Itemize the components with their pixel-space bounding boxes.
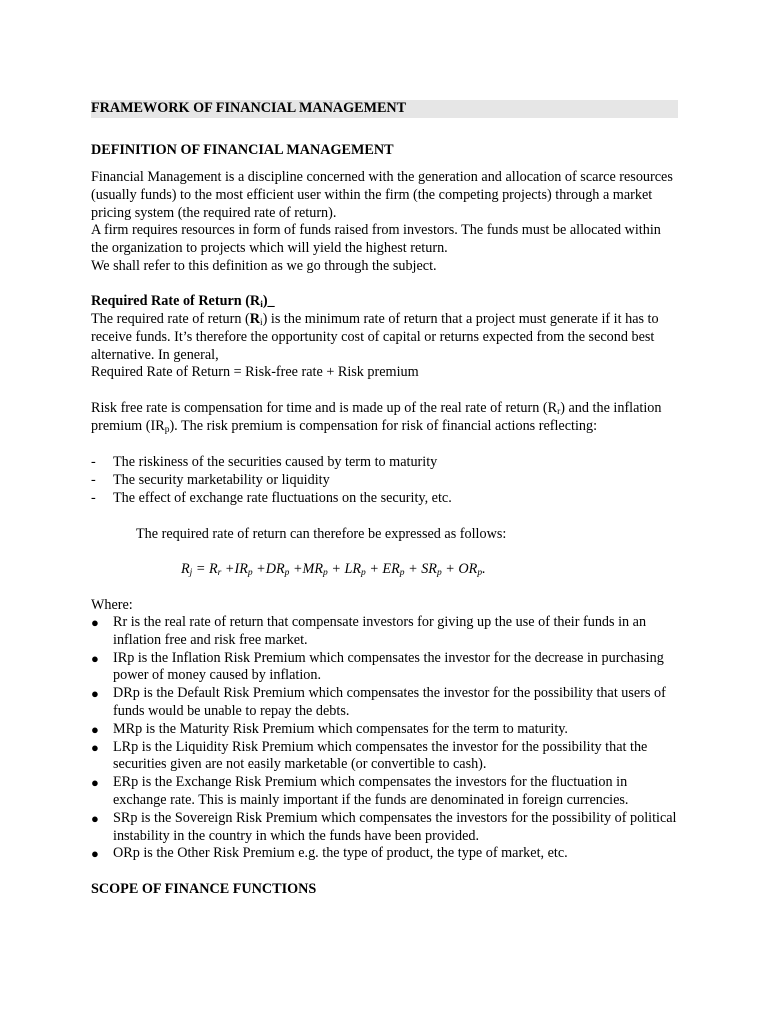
bullet-icon: ●	[91, 846, 99, 862]
bullet-icon: ●	[91, 810, 99, 826]
bullet-icon: ●	[91, 721, 99, 737]
scope-heading: SCOPE OF FINANCE FUNCTIONS	[91, 881, 317, 897]
rrr-heading: Required Rate of Return $(R_i)\_$	[91, 293, 275, 310]
bullet-item: ● LRp is the Liquidity Risk Premium which compensates the investor for the possibility that the securities given are not easily marketable (or convertible to cash).	[91, 738, 648, 773]
bullet-item: ● SRp is the Sovereign Risk Premium which compensates the investors for the possibility of political instability in the country in which the funds have been provided.	[91, 809, 677, 844]
bullet-item: ● IRp is the Inflation Risk Premium which compensates the investor for the decrease in purchasing power of money caused by inflation.	[91, 649, 664, 684]
definition-paragraph: We shall refer to this definition as we go through the subject.	[91, 257, 437, 274]
rrr-formula-text: Required Rate of Return = Risk-free rate + Risk premium	[91, 364, 419, 381]
bullet-item: ● ORp is the Other Risk Premium e.g. the type of product, the type of market, etc.	[91, 845, 568, 862]
bullet-icon: ●	[91, 686, 99, 702]
bullet-list	[91, 614, 681, 863]
where-label: Where:	[91, 597, 133, 613]
bullet-item: ● ERp is the Exchange Risk Premium which compensates the investors for the fluctuation in exchange rate. This is mainly important if the funds are denominated in foreign currencies.	[91, 774, 629, 808]
dash-item: - The security marketability or liquidity	[91, 472, 681, 490]
dash-item: - The effect of exchange rate fluctuations on the security, etc.	[91, 490, 681, 508]
bullet-icon: ●	[91, 650, 99, 666]
expressed-text: The required rate of return can therefore be expressed as follows:	[136, 526, 507, 542]
bullet-icon: ●	[91, 739, 99, 755]
dash-item: - The riskiness of the securities caused by term to maturity	[91, 454, 681, 472]
risk-free-paragraph: Risk free rate is compensation for time and is made up of the real rate of return $(R_r)$ and the inflation premium $(IR_p)$. The risk premium is compensation for risk of financial actions reflecting:	[91, 400, 662, 435]
rrr-body	[91, 311, 681, 382]
rrr-paragraph: The required rate of return $(R_i)$ is the minimum rate of return that a project must generate if it has to receive funds. It’s therefore the opportunity cost of capital or returns expected from the second best alternative. In general,	[91, 311, 659, 363]
definition-heading: DEFINITION OF FINANCIAL MANAGEMENT	[91, 142, 394, 158]
bullet-item: ● MRp is the Maturity Risk Premium which compensates for the term to maturity.	[91, 720, 568, 737]
bullet-icon: ●	[91, 775, 99, 791]
bullet-icon: ●	[91, 615, 99, 630]
rrr-equation: $R_j = R_r +IR_p +DR_p +MR_p + LR_p + ER_p + SR_p + OR_p$.	[181, 561, 486, 578]
bullet-item: ● DRp is the Default Risk Premium which compensates the investor for the possibility that users of funds would be unable to repay the debts.	[91, 685, 666, 719]
dash-list	[91, 454, 681, 507]
definition-paragraph: A firm requires resources in form of funds raised from investors. The funds must be allocated within the organization to projects which will yield the highest return.	[91, 222, 661, 257]
document-title: FRAMEWORK OF FINANCIAL MANAGEMENT	[91, 100, 678, 118]
bullet-item: ● Rr is the real rate of return that compensate investors for giving up the use of their funds in an inflation free and risk free market.	[91, 614, 647, 648]
definition-body	[91, 169, 681, 276]
definition-paragraph: Financial Management is a discipline concerned with the generation and allocation of scarce resources (usually funds) to the most efficient user within the firm (the competing projects) through a market pricing system (the required rate of return).	[91, 169, 673, 221]
